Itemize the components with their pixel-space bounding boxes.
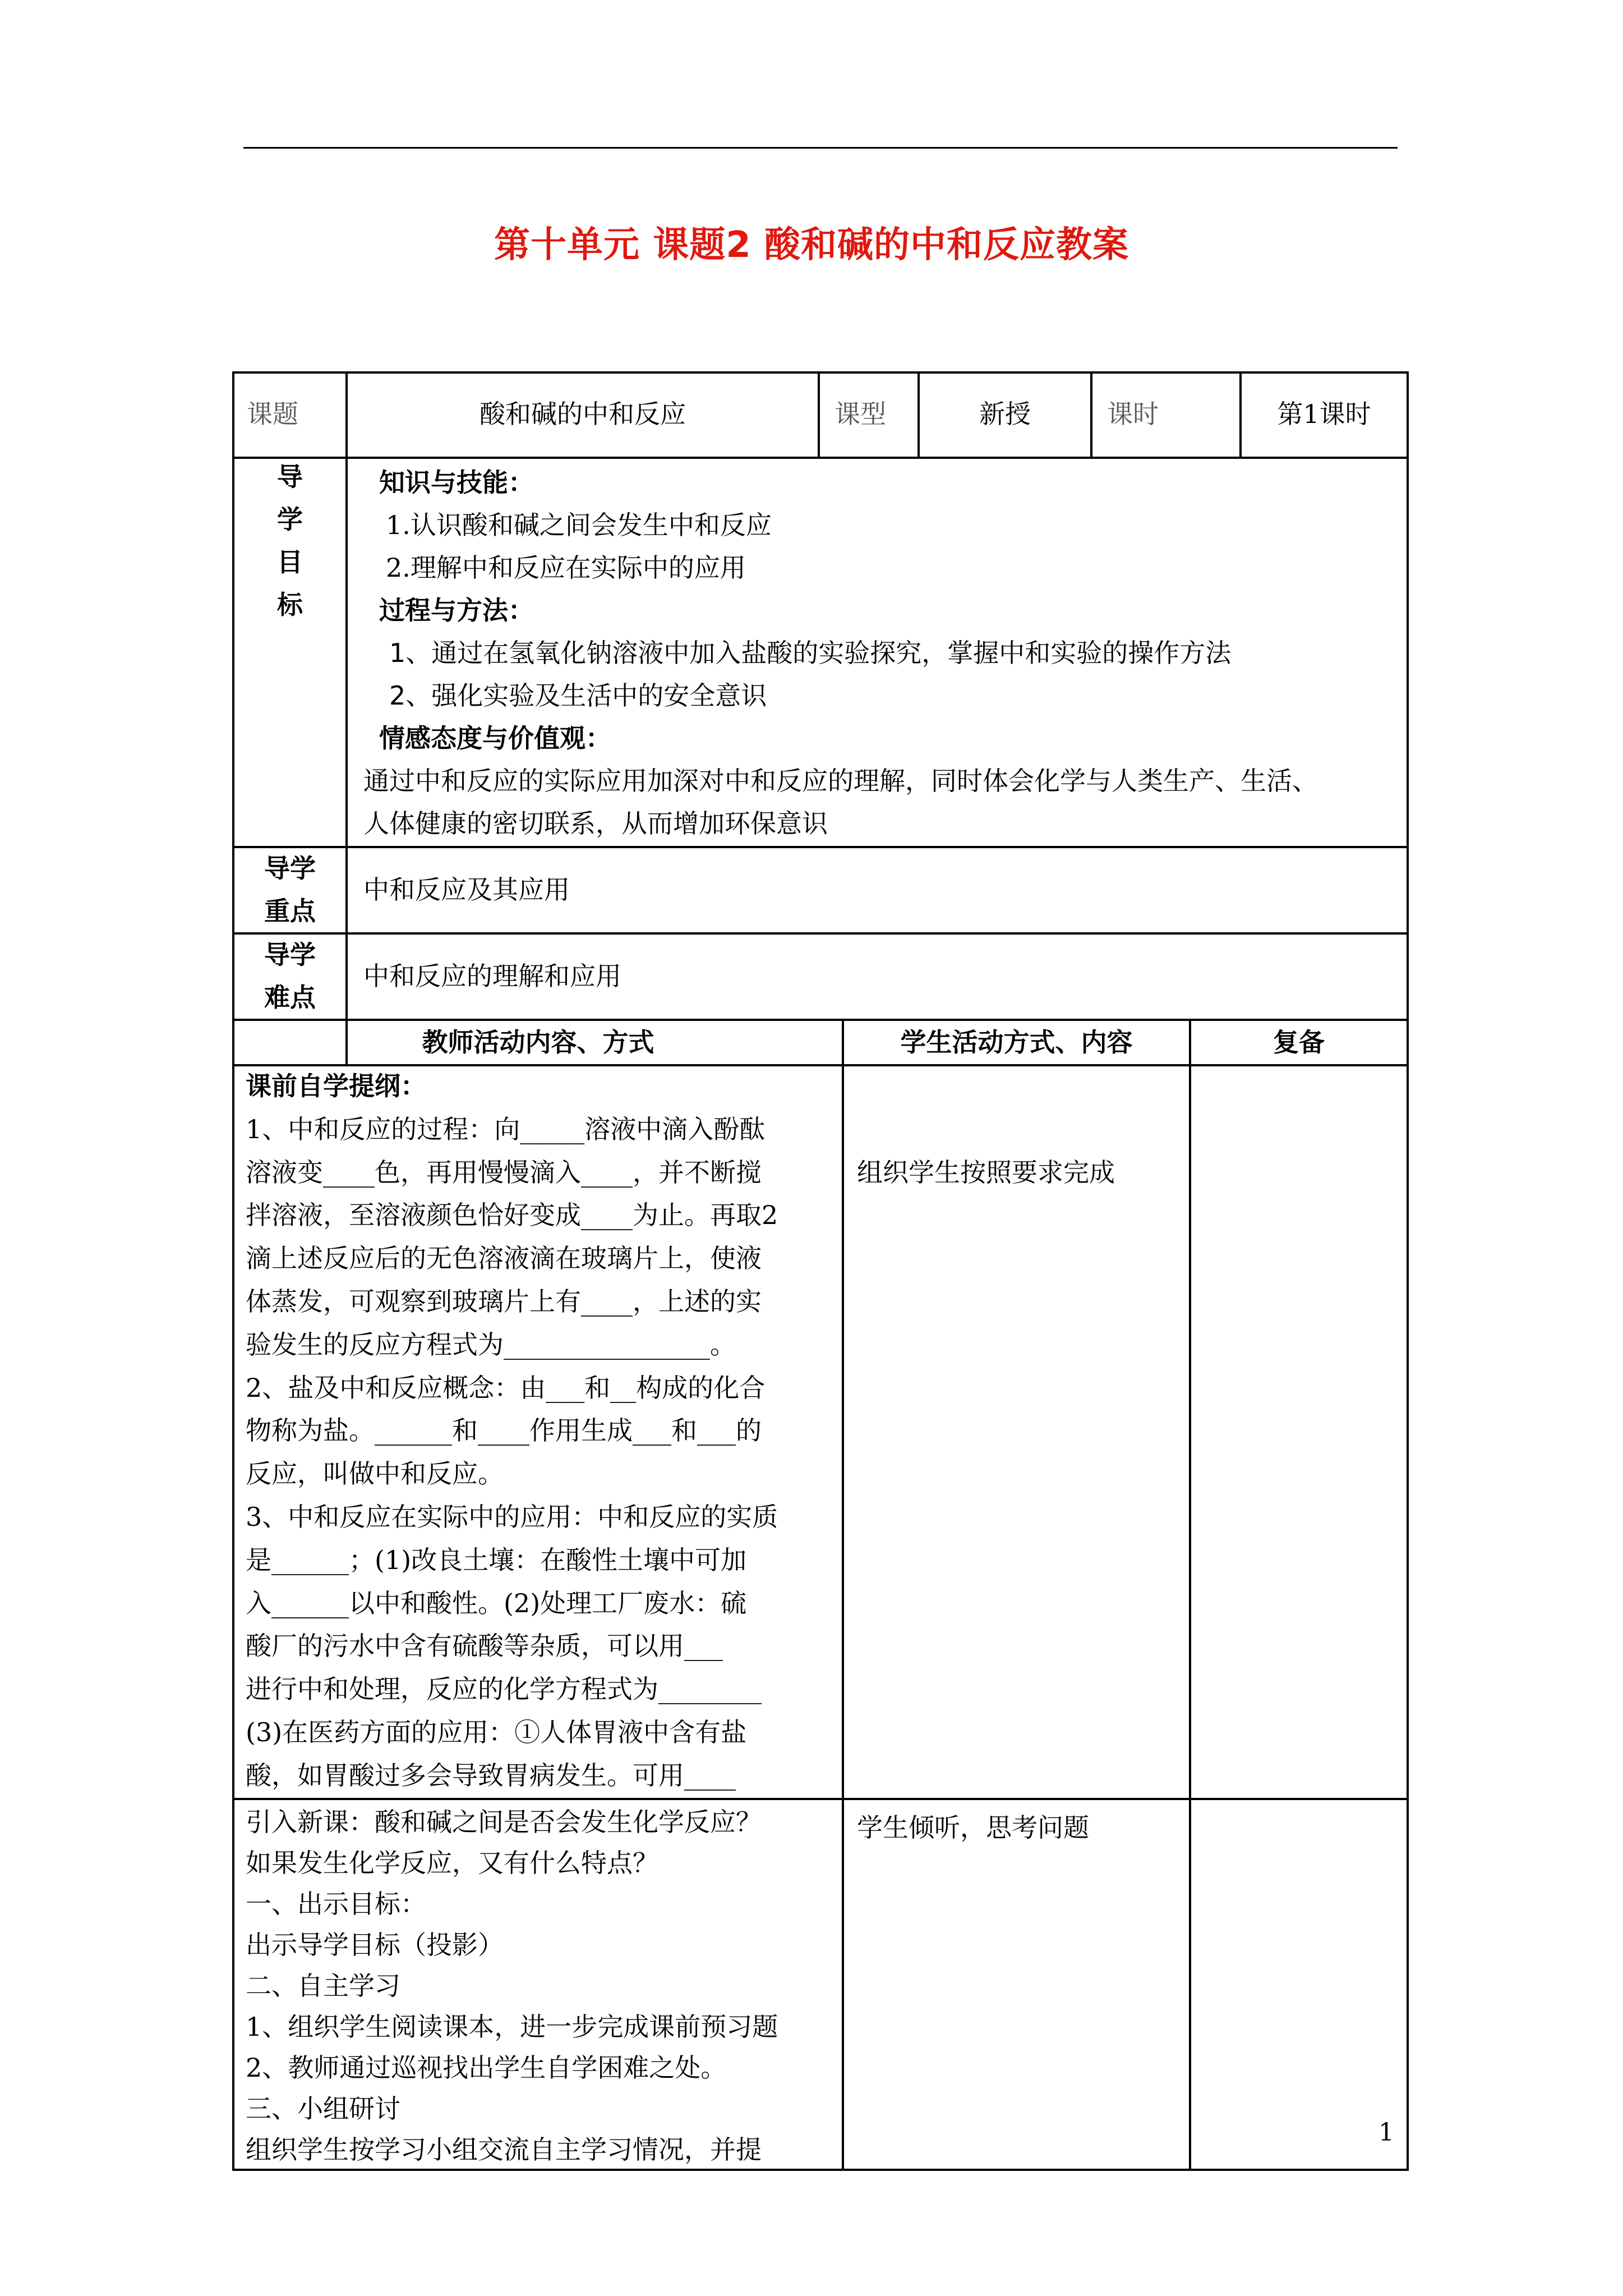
document-title: 第十单元 课题2 酸和碱的中和反应教案 [494, 224, 1129, 266]
knowledge-item: 1.认识酸和碱之间会发生中和反应 [386, 510, 772, 540]
emotion-heading: 情感态度与价值观： [379, 723, 611, 753]
process-item: 2、强化实验及生活中的安全意识 [389, 680, 767, 711]
col-divider [818, 371, 820, 457]
preview-line: (3)在医药方面的应用：①人体胃液中含有盐 [246, 1717, 747, 1747]
preview-line: 进行中和处理，反应的化学方程式为________ [246, 1674, 762, 1705]
difficulty-value: 中和反应的理解和应用 [363, 961, 621, 991]
preview-line: 酸，如胃酸过多会导致胃病发生。可用____ [246, 1760, 736, 1791]
process-line: 出示导学目标（投影） [246, 1930, 504, 1960]
objectives-label-char: 学 [277, 504, 303, 535]
row-divider [232, 846, 1409, 848]
process-line: 组织学生按学习小组交流自主学习情况，并提 [246, 2134, 762, 2165]
emotion-line: 人体健康的密切联系，从而增加环保意识 [363, 808, 828, 839]
col-divider [1090, 371, 1092, 457]
knowledge-heading: 知识与技能： [379, 467, 534, 498]
lesson-process [246, 1802, 840, 2170]
preview-line: 体蒸发，可观察到玻璃片上有____，上述的实 [246, 1286, 762, 1317]
process-line: 二、自主学习 [246, 1971, 400, 2001]
preview-line: 拌溶液，至溶液颜色恰好变成____为止。再取2 [246, 1200, 778, 1231]
lesson-plan-table [232, 371, 1409, 2171]
preview-line: 反应，叫做中和反应。 [246, 1458, 504, 1489]
knowledge-item: 2.理解中和反应在实际中的应用 [386, 553, 746, 583]
key-point-value: 中和反应及其应用 [363, 875, 570, 905]
difficulty-label-line: 难点 [264, 982, 316, 1013]
preview-line: 酸厂的污水中含有硫酸等杂质，可以用___ [246, 1631, 723, 1662]
process-item: 1、通过在氢氧化钠溶液中加入盐酸的实验探究，掌握中和实验的操作方法 [389, 638, 1232, 668]
col-divider [842, 1019, 844, 2171]
process-line: 三、小组研讨 [246, 2093, 400, 2124]
process-heading: 过程与方法： [379, 595, 534, 625]
process-line: 2、教师通过巡视找出学生自学困难之处。 [246, 2053, 727, 2083]
preview-outline [246, 1065, 840, 1797]
preview-line: 入______以中和酸性。(2)处理工厂废水：硫 [246, 1588, 747, 1618]
table-border-right [1407, 371, 1409, 2171]
preview-line: 溶液变____色，再用慢慢滴入____，并不断搅 [246, 1157, 762, 1188]
key-point-label-line: 导学 [264, 853, 316, 884]
difficulty-label-line: 导学 [264, 940, 316, 970]
objectives-label-char: 标 [277, 590, 303, 620]
type-value: 新授 [979, 399, 1031, 429]
teacher-activity-header: 教师活动内容、方式 [422, 1027, 654, 1057]
objectives-label-char: 目 [277, 547, 303, 577]
row-divider [232, 1798, 1409, 1800]
prep-header: 复备 [1273, 1027, 1325, 1057]
process-line: 如果发生化学反应，又有什么特点？ [246, 1848, 658, 1878]
period-value: 第1课时 [1277, 399, 1371, 429]
header-rule [243, 147, 1398, 149]
preview-line: 1、中和反应的过程：向_____溶液中滴入酚酞 [246, 1114, 766, 1144]
row-divider [232, 457, 1409, 459]
col-divider [1189, 1019, 1191, 2171]
row-divider [232, 932, 1409, 935]
table-border-left [232, 371, 234, 2171]
col-divider [345, 371, 348, 1064]
table-border-top [232, 371, 1409, 374]
key-point-label [234, 847, 345, 932]
student-activity-1: 组织学生按照要求完成 [857, 1157, 1115, 1188]
difficulty-label [234, 933, 345, 1019]
preview-line: 3、中和反应在实际中的应用：中和反应的实质 [246, 1501, 778, 1532]
topic-value: 酸和碱的中和反应 [479, 399, 686, 429]
preview-line: 滴上述反应后的无色溶液滴在玻璃片上，使液 [246, 1243, 762, 1274]
process-line: 1、组织学生阅读课本，进一步完成课前预习题 [246, 2012, 778, 2042]
period-label: 课时 [1107, 399, 1159, 429]
objectives-label-char: 导 [277, 462, 303, 492]
preview-line: 课前自学提纲： [246, 1071, 426, 1101]
type-label: 课型 [834, 399, 886, 429]
topic-label: 课题 [247, 399, 298, 429]
student-activity-2: 学生倾听，思考问题 [857, 1812, 1089, 1843]
preview-line: 2、盐及中和反应概念：由___和__构成的化合 [246, 1372, 766, 1403]
process-line: 引入新课：酸和碱之间是否会发生化学反应？ [246, 1807, 762, 1837]
preview-line: 验发生的反应方程式为________________。 [246, 1329, 736, 1360]
emotion-line: 通过中和反应的实际应用加深对中和反应的理解，同时体会化学与人类生产、生活、 [363, 766, 1318, 796]
preview-line: 是______；(1)改良土壤：在酸性土壤中可加 [246, 1544, 747, 1575]
process-line: 一、出示目标： [246, 1889, 426, 1919]
page-number: 1 [1378, 2118, 1394, 2147]
student-activity-header: 学生活动方式、内容 [900, 1027, 1133, 1057]
key-point-label-line: 重点 [264, 896, 316, 926]
objectives-label [234, 455, 345, 626]
preview-line: 物称为盐。______和____作用生成___和___的 [246, 1415, 762, 1446]
